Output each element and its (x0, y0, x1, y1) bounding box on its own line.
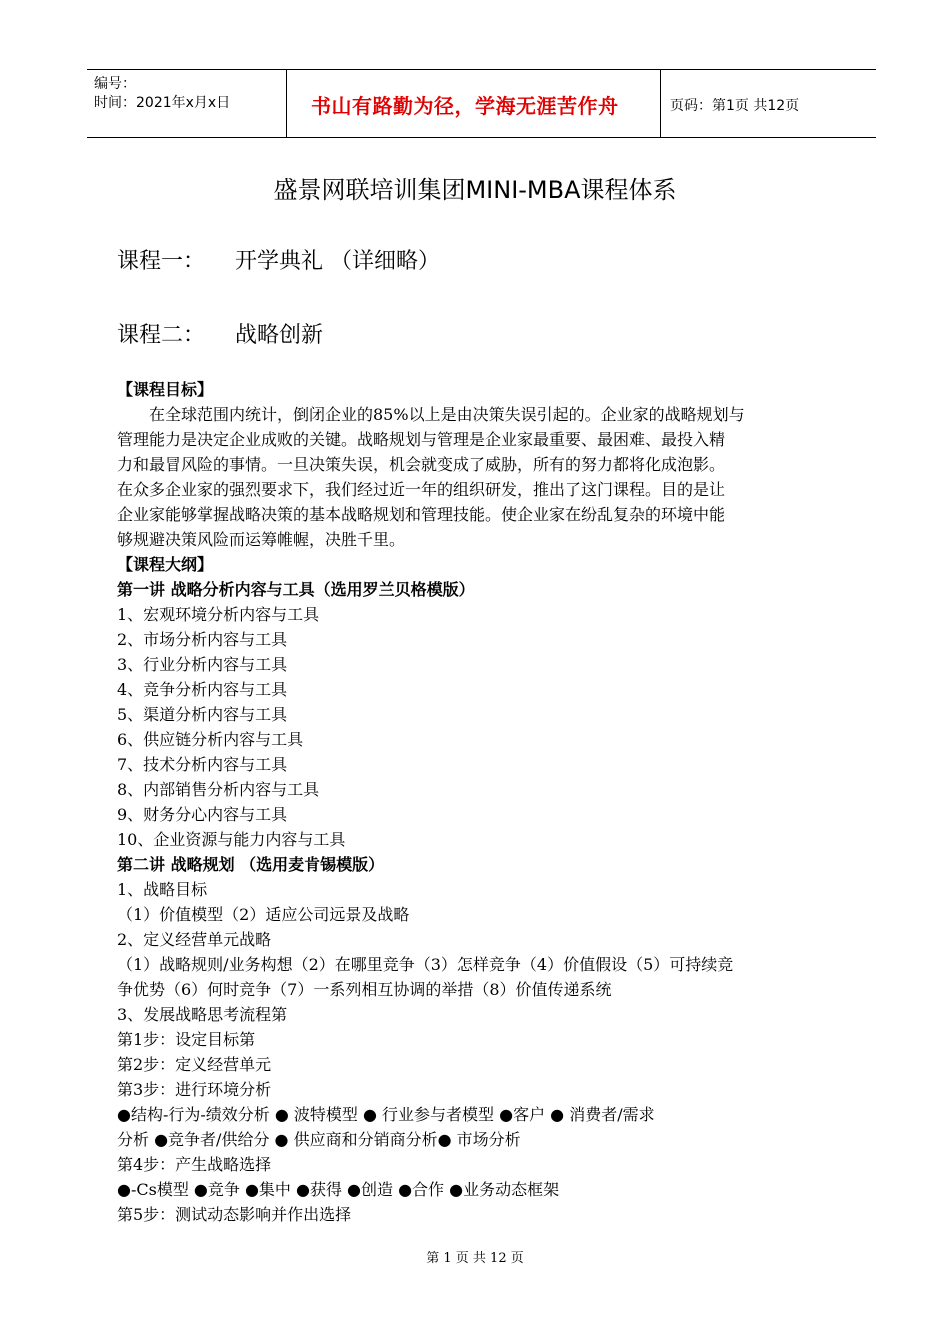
lecture-2-line: 争优势（6）何时竞争（7）一系列相互协调的举措（8）价值传递系统 (117, 980, 612, 999)
lecture-2-line: 1、战略目标 (117, 880, 208, 899)
goal-line: 够规避决策风险而运筹帷幄，决胜千里。 (117, 530, 406, 549)
header-right-cell (661, 70, 876, 137)
lecture-1-item: 8、内部销售分析内容与工具 (117, 780, 320, 799)
header-left-cell (87, 70, 287, 137)
number-label: 编号： (94, 76, 136, 92)
page-footer: 第 1 页 共 12 页 (426, 1251, 524, 1266)
course-2-name: 战略创新 (235, 323, 324, 348)
course-1-label: 课程一： (117, 249, 206, 274)
lecture-1-item: 5、渠道分析内容与工具 (117, 705, 288, 724)
goal-line: 企业家能够掌握战略决策的基本战略规划和管理技能。使企业家在纷乱复杂的环境中能 (117, 505, 726, 524)
header-table (87, 69, 876, 138)
lecture-1-item: 7、技术分析内容与工具 (117, 755, 288, 774)
document-body (117, 377, 857, 1227)
lecture-1-item: 9、财务分心内容与工具 (117, 805, 288, 824)
lecture-1-item: 6、供应链分析内容与工具 (117, 730, 304, 749)
lecture-1-item: 3、行业分析内容与工具 (117, 655, 288, 674)
lecture-1-item: 10、企业资源与能力内容与工具 (117, 830, 346, 849)
lecture-2-line: 第2步：定义经营单元 (117, 1055, 272, 1074)
course-1-heading (117, 244, 440, 275)
lecture-2-line: （1）价值模型（2）适应公司远景及战略 (117, 905, 410, 924)
lecture-2-line: 分析 ●竞争者/供给分 ● 供应商和分销商分析● 市场分析 (117, 1130, 521, 1149)
goal-heading: 【课程目标】 (117, 380, 214, 399)
goal-line: 在众多企业家的强烈要求下，我们经过近一年的组织研发，推出了这门课程。目的是让 (117, 480, 726, 499)
header-middle-cell (287, 70, 661, 137)
lecture-1-title: 第一讲 战略分析内容与工具（选用罗兰贝格模版） (117, 580, 475, 599)
lecture-2-line: 第3步：进行环境分析 (117, 1080, 272, 1099)
motto: 书山有路勤为径，学海无涯苦作舟 (311, 94, 619, 118)
course-1-name: 开学典礼 （详细略） (235, 249, 440, 274)
lecture-2-line: ●结构-行为-绩效分析 ● 波特模型 ● 行业参与者模型 ●客户 ● 消费者/需求 (117, 1105, 655, 1124)
lecture-2-title: 第二讲 战略规划 （选用麦肯锡模版） (117, 855, 385, 874)
course-2-label: 课程二： (117, 323, 206, 348)
lecture-2-line: 3、发展战略思考流程第 (117, 1005, 288, 1024)
outline-heading: 【课程大纲】 (117, 555, 214, 574)
time-label: 时间：2021年x月x日 (94, 95, 231, 111)
lecture-2-line: 第5步：测试动态影响并作出选择 (117, 1205, 352, 1224)
lecture-2-line: ●-Cs模型 ●竞争 ●集中 ●获得 ●创造 ●合作 ●业务动态框架 (117, 1180, 560, 1199)
lecture-1-item: 1、宏观环境分析内容与工具 (117, 605, 320, 624)
goal-line: 管理能力是决定企业成败的关键。战略规划与管理是企业家最重要、最困难、最投入精 (117, 430, 726, 449)
lecture-2-line: 第4步：产生战略选择 (117, 1155, 272, 1174)
goal-line: 力和最冒风险的事情。一旦决策失误，机会就变成了威胁，所有的努力都将化成泡影。 (117, 455, 726, 474)
lecture-1-item: 4、竞争分析内容与工具 (117, 680, 288, 699)
document-title: 盛景网联培训集团MINI-MBA课程体系 (273, 176, 677, 204)
lecture-1-item: 2、市场分析内容与工具 (117, 630, 288, 649)
lecture-2-line: 2、定义经营单元战略 (117, 930, 272, 949)
course-2-heading (117, 318, 324, 349)
page-info: 页码：第1页 共12页 (670, 98, 800, 114)
lecture-2-line: 第1步：设定目标第 (117, 1030, 256, 1049)
goal-line: 在全球范围内统计，倒闭企业的85%以上是由决策失误引起的。企业家的战略规划与 (149, 405, 745, 424)
lecture-2-line: （1）战略规则/业务构想（2）在哪里竞争（3）怎样竞争（4）价值假设（5）可持续竞 (117, 955, 734, 974)
